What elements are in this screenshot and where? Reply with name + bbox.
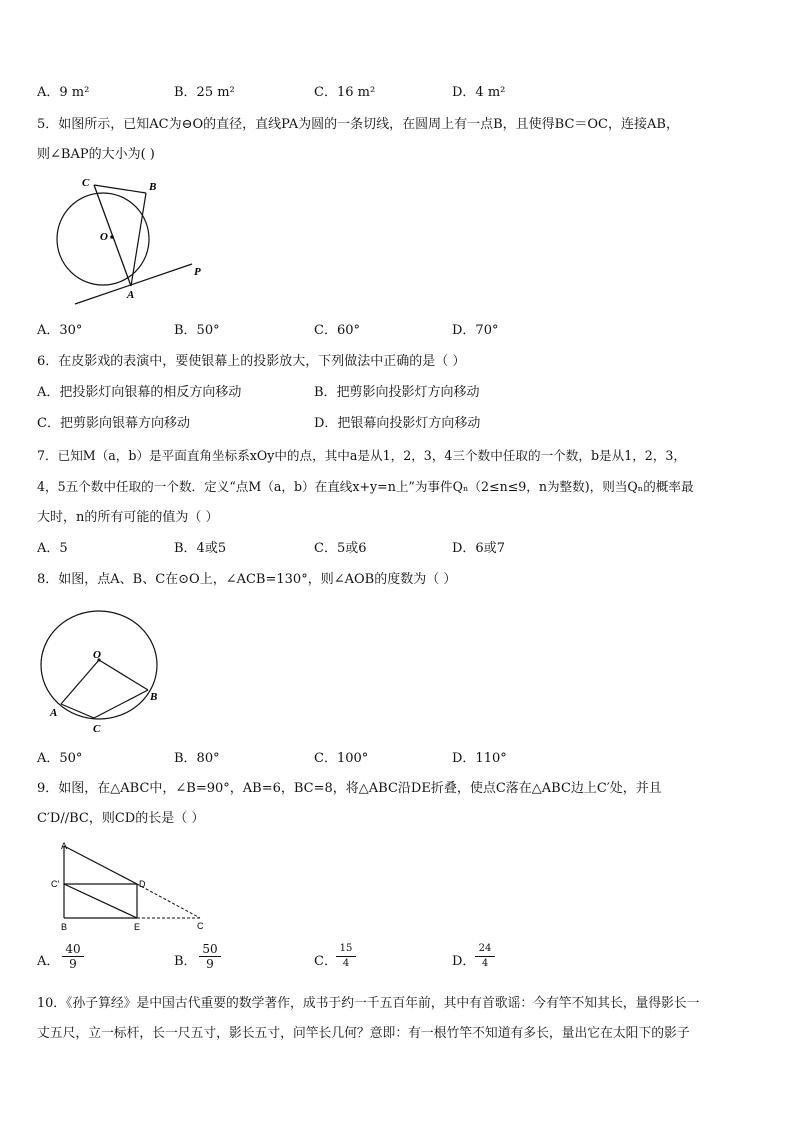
q9-option-d-denominator: 4 [481,958,489,969]
q8-label-o: O [93,649,101,661]
q7-option-d: D．6或7 [452,541,505,556]
q9-option-a-denominator: 9 [69,957,77,971]
q9-label-d: D [139,879,146,889]
q10-stem-line2: 丈五尺，立一标杆，长一尺五寸，影长五寸，问竿长几何？意即：有一根竹竿不知道有多长，量出它在太阳下的影子 [37,1026,690,1041]
q8-option-d: D．110° [452,751,507,766]
q4-option-c: C．16 m² [314,85,376,100]
q7-stem-line1: 7．已知M（a，b）是平面直角坐标系xOy中的点，其中a是从1，2，3，4三个数中任取的一个数，b是从1，2，3， [37,448,687,463]
q9-option-b-denominator: 9 [206,957,214,971]
q8-label-c: C [93,723,101,735]
q5-label-o: O [100,231,108,243]
q9-stem-line1: 9．如图，在△ABC中，∠B=90°，AB=6，BC=8，将△ABC沿DE折叠，使点C落在△ABC边上C′处，并且 [37,781,662,796]
q4-option-b: B．25 m² [174,85,235,100]
q5-label-a: A [127,289,135,301]
q9-option-a-letter: A． [37,954,60,969]
q5-label-b: B [149,181,157,193]
q8-option-c: C．100° [314,751,369,766]
q5-label-c: C [82,177,90,189]
q5-option-a: A．30° [37,323,83,338]
q5-stem-line2: 则∠BAP的大小为( ) [37,147,155,162]
q9-label-c: C [197,921,204,931]
q5-option-c: C．60° [314,323,360,338]
q9-dashed-dc [137,884,200,918]
q9-option-d-letter: D． [452,954,476,969]
q10-stem-line1: 10．《孙子算经》是中国古代重要的数学著作，成书于约一千五百年前，其中有首歌谣：今有竿不知其长，量得影长一 [37,996,700,1011]
q8-option-a: A．50° [37,751,83,766]
q9-option-d-fraction [475,942,495,971]
q9-segment-ad [64,846,137,884]
q7-stem-line3: 大时，n的所有可能的值为（ ） [37,510,219,525]
q5-label-p: P [194,266,201,278]
q8-label-b: B [150,691,158,703]
q8-label-a: A [50,707,58,719]
q6-option-b: B．把剪影向投影灯方向移动 [314,385,480,400]
q6-option-a: A．把投影灯向银幕的相反方向移动 [37,385,242,400]
q7-option-c: C．5或6 [314,541,367,556]
q5-option-d: D．70° [452,323,499,338]
q9-label-e: E [134,922,141,932]
q6-option-c: C．把剪影向银幕方向移动 [37,416,190,431]
q9-option-b-fraction [199,942,221,971]
q7-option-b: B．4或5 [174,541,227,556]
q5-option-b: B．50° [174,323,220,338]
q7-stem-line2: 4，5五个数中任取的一个数．定义“点M（a，b）在直线x+y=n上”为事件Qₙ（2≤n≤9，n为整数)，则当Qₙ的概率最 [37,479,694,494]
q9-stem-line2: C′D//BC，则CD的长是（ ） [37,811,205,826]
q9-option-c-fraction [336,942,356,971]
q6-option-d: D．把银幕向投影灯方向移动 [314,416,481,431]
q6-stem: 6．在皮影戏的表演中，要使银幕上的投影放大，下列做法中正确的是（ ） [37,354,466,369]
q9-option-b-letter: B． [174,954,197,969]
q9-label-b: B [61,922,68,932]
q9-option-c-letter: C． [314,954,337,969]
q9-option-c-denominator: 4 [342,958,350,969]
q9-label-c-prime: C' [51,879,60,889]
q5-stem-line1: 5．如图所示，已知AC为⊖O的直径，直线PA为圆的一条切线，在圆周上有一点B，且使得BC＝OC，连接AB， [37,117,679,132]
q9-option-a-numerator: 40 [62,942,84,957]
q9-option-d-numerator: 24 [475,942,495,957]
q9-option-b-numerator: 50 [199,942,221,957]
q9-label-a: A [61,841,68,851]
q8-option-b: B．80° [174,751,220,766]
q7-option-a: A．5 [37,541,68,556]
q4-option-a: A．9 m² [37,85,90,100]
q9-option-c-numerator: 15 [336,942,356,957]
q4-option-d: D．4 m² [452,85,506,100]
q9-option-a-fraction [62,942,84,971]
q9-segment-c1e [64,884,137,918]
q8-stem: 8．如图，点A、B、C在⊙O上，∠ACB=130°，则∠AOB的度数为（ ） [37,572,457,587]
